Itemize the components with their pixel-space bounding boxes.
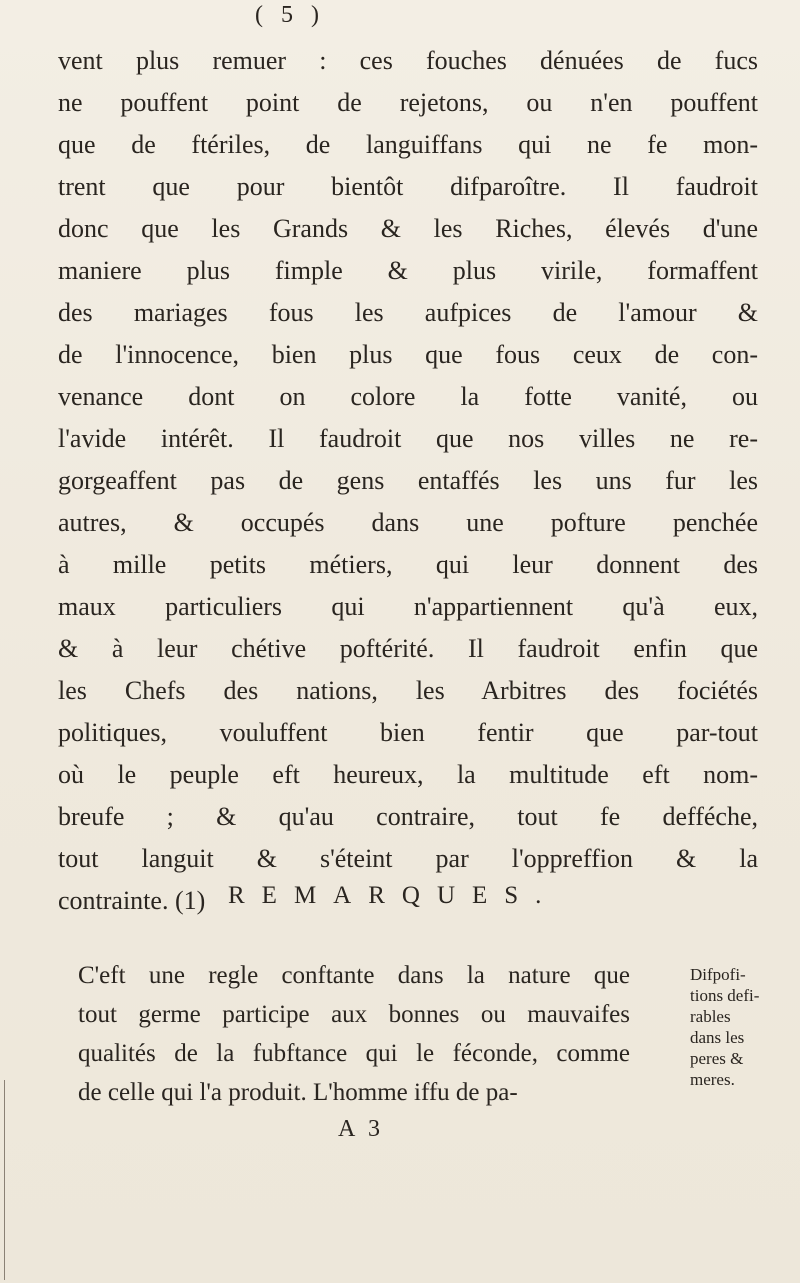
text-line: tout languit & s'éteint par l'oppreffion & la: [58, 844, 758, 873]
text-line: politiques, vouluffent bien fentir que par-tout: [58, 718, 758, 747]
text-line: autres, & occupés dans une pofture penchée: [58, 508, 758, 537]
text-line: breufe ; & qu'au contraire, tout fe defféche,: [58, 802, 758, 831]
text-line: l'avide intérêt. Il faudroit que nos villes ne re-: [58, 424, 758, 453]
text-line: donc que les Grands & les Riches, élevés d'une: [58, 214, 758, 243]
remarks-paragraph: [78, 956, 630, 1112]
text-line: ne pouffent point de rejetons, ou n'en pouffent: [58, 88, 758, 117]
margin-note-line: dans les: [690, 1028, 745, 1047]
remarks-line: tout germe participe aux bonnes ou mauvaifes: [78, 1001, 630, 1028]
text-line: que de ftériles, de languiffans qui ne fe mon-: [58, 130, 758, 159]
margin-note-line: Difpofi-: [690, 965, 746, 984]
margin-note: [690, 964, 800, 1090]
margin-note-line: meres.: [690, 1070, 735, 1089]
text-line: gorgeaffent pas de gens entaffés les uns fur les: [58, 466, 758, 495]
text-line: des mariages fous les aufpices de l'amour &: [58, 298, 758, 327]
signature-mark: A 3: [338, 1116, 385, 1142]
text-line: à mille petits métiers, qui leur donnent des: [58, 550, 758, 579]
text-line: vent plus remuer : ces fouches dénuées de fucs: [58, 46, 758, 75]
text-line: maux particuliers qui n'appartiennent qu'à eux,: [58, 592, 758, 621]
text-line: où le peuple eft heureux, la multitude eft nom-: [58, 760, 758, 789]
main-paragraph: [58, 40, 758, 922]
remarks-heading: REMARQUES.: [228, 882, 559, 909]
text-line: de l'innocence, bien plus que fous ceux de con-: [58, 340, 758, 369]
margin-note-line: peres &: [690, 1049, 744, 1068]
remarks-line: qualités de la fubftance qui le féconde, comme: [78, 1040, 630, 1067]
text-line-last: contrainte. (1): [58, 886, 206, 915]
margin-note-line: rables: [690, 1007, 731, 1026]
text-line: les Chefs des nations, les Arbitres des fociétés: [58, 676, 758, 705]
page-number: ( 5 ): [255, 2, 325, 28]
remarks-line-last: de celle qui l'a produit. L'homme iffu de pa-: [78, 1079, 518, 1106]
text-line: venance dont on colore la fotte vanité, ou: [58, 382, 758, 411]
page-edge-line: [4, 1080, 5, 1280]
text-line: trent que pour bientôt difparoître. Il faudroit: [58, 172, 758, 201]
text-line: maniere plus fimple & plus virile, formaffent: [58, 256, 758, 285]
text-line: & à leur chétive poftérité. Il faudroit enfin que: [58, 634, 758, 663]
remarks-line: C'eft une regle conftante dans la nature que: [78, 962, 630, 989]
margin-note-line: tions defi-: [690, 986, 760, 1005]
